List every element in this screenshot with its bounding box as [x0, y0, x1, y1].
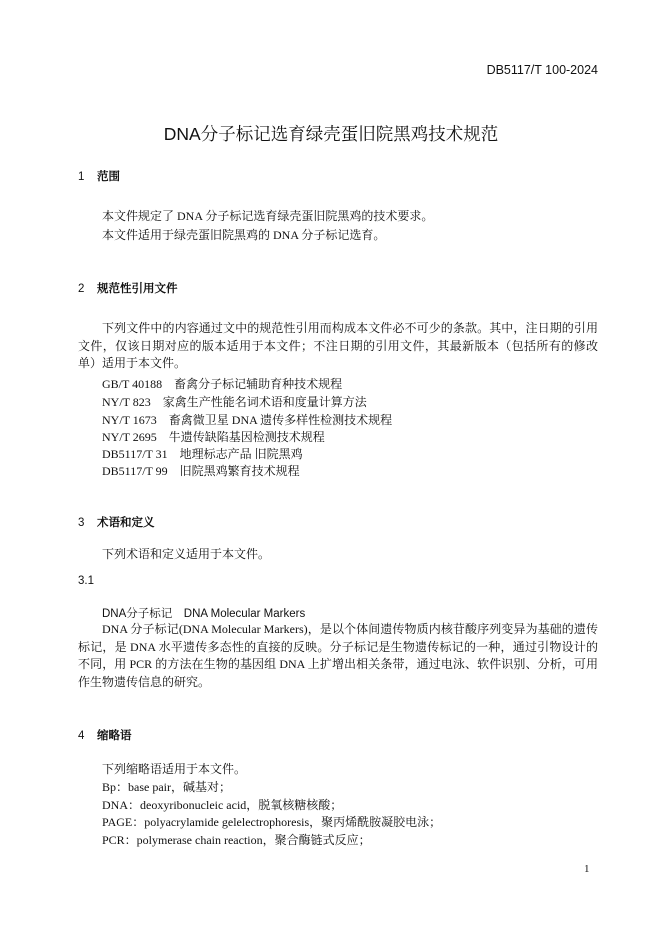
- paragraph-line: 下列缩略语适用于本文件。: [102, 762, 247, 776]
- term-entry: DNA分子标记 DNA Molecular Markers: [102, 608, 306, 620]
- paragraph-line: 本文件规定了 DNA 分子标记选育绿壳蛋旧院黑鸡的技术要求。: [102, 209, 434, 223]
- section-number: 2: [78, 283, 85, 295]
- reference-item: DB5117/T 99 旧院黑鸡繁育技术规程: [102, 464, 300, 478]
- abbreviation-item: PCR：polymerase chain reaction，聚合酶链式反应；: [102, 833, 371, 847]
- page-number: 1: [584, 863, 590, 875]
- section-number: 1: [78, 171, 85, 183]
- abbreviation-item: PAGE：polyacrylamide gelelectrophoresis，聚丙烯酰胺凝胶电泳；: [102, 815, 442, 829]
- subsection-number: 3.1: [78, 575, 94, 587]
- reference-item: NY/T 1673 畜禽微卫星 DNA 遗传多样性检测技术规程: [102, 413, 393, 427]
- reference-item: GB/T 40188 畜禽分子标记辅助育种技术规程: [102, 377, 343, 391]
- abbreviation-item: Bp：base pair，碱基对；: [102, 780, 231, 794]
- section-number: 3: [78, 517, 85, 529]
- reference-item: NY/T 2695 牛遗传缺陷基因检测技术规程: [102, 430, 325, 444]
- section-title: 缩略语: [97, 730, 132, 742]
- section-heading-scope: [78, 168, 120, 184]
- section-heading-normative-references: [78, 280, 178, 296]
- term-definition: DNA 分子标记(DNA Molecular Markers)，是以个体间遗传物质内核苷酸序列变异为基础的遗传标记，是 DNA 水平遗传多态性的直接的反映。分子标记是生物遗传标记的一种，通过引物设计的不同，用 PCR 的方法在生物的基因组 DNA 上扩增出相关条带，通过电泳、软件识别、分析，可用作生物遗传信息的研究。: [78, 622, 598, 689]
- reference-item: NY/T 823 家禽生产性能名词术语和度量计算方法: [102, 395, 367, 409]
- section-title: 术语和定义: [97, 517, 155, 529]
- document-title: DNA分子标记选育绿壳蛋旧院黑鸡技术规范: [163, 124, 499, 144]
- section-heading-abbreviations: [78, 727, 132, 743]
- paragraph-line: 本文件适用于绿壳蛋旧院黑鸡的 DNA 分子标记选育。: [102, 228, 386, 242]
- section-title: 规范性引用文件: [97, 283, 178, 295]
- section-heading-terms: [78, 514, 155, 530]
- paragraph: 下列文件中的内容通过文中的规范性引用而构成本文件必不可少的条款。其中，注日期的引用文件，仅该日期对应的版本适用于本文件；不注日期的引用文件，其最新版本（包括所有的修改单）适用于本文件。: [78, 321, 598, 370]
- abbreviation-item: DNA：deoxyribonucleic acid，脱氧核糖核酸；: [102, 798, 343, 812]
- document-code: DB5117/T 100-2024: [486, 63, 598, 77]
- paragraph-line: 下列术语和定义适用于本文件。: [102, 547, 271, 561]
- section-number: 4: [78, 730, 85, 742]
- reference-item: DB5117/T 31 地理标志产品 旧院黑鸡: [102, 447, 303, 461]
- section-title: 范围: [97, 171, 120, 183]
